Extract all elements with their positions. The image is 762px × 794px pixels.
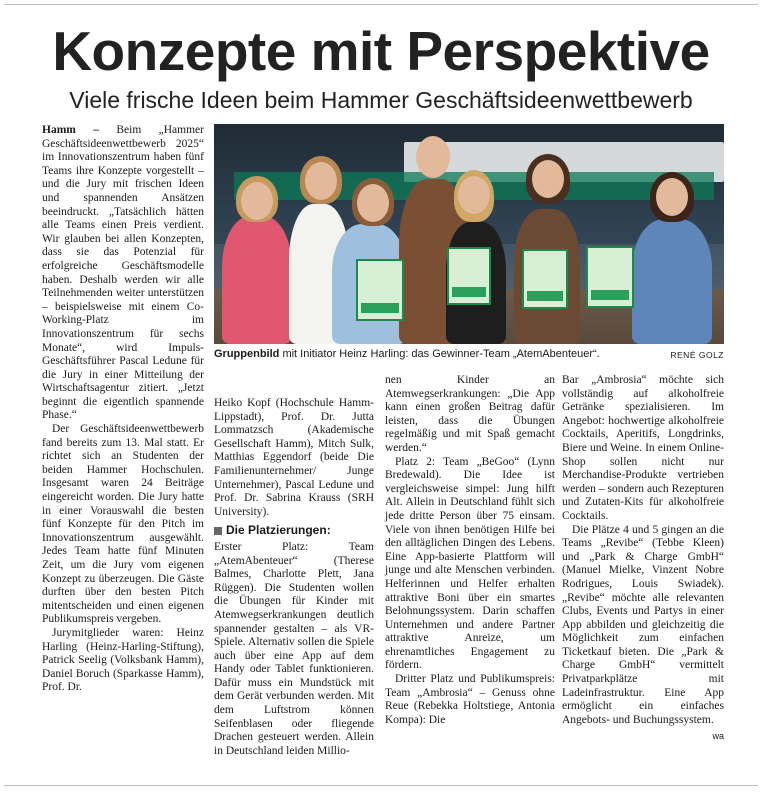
- person-head: [357, 184, 389, 222]
- person-head: [416, 136, 450, 178]
- paragraph: Jurymitglieder waren: Heinz Harling (Heinz-Harling-Stiftung), Patrick Seelig (Volksbank Hamm), Daniel Boruch (Sparkasse Hamm), Prof. Dr.: [42, 626, 204, 694]
- paragraph: Heiko Kopf (Hochschule Hamm-Lippstadt), Prof. Dr. Jutta Lommatzsch (Akademische Gesellschaft Hamm), Mitch Sulk, Matthias Eggendorf (beide Die Familienunternehmer/ Junge Unternehmer), Pascal Ledune und Prof. Dr. Sabrina Krauss (SRH University).: [214, 397, 374, 518]
- paragraph: Die Plätze 4 und 5 gingen an die Teams „Revibe“ (Tebbe Kleen) und „Park & Charge GmbH“ (Manuel Mielke, Vinzent Nobre Rodrigues, Louis Swiadek). „Revibe“ möchte alle relevanten Clubs, Events und Partys in einer App abbilden und gleichzeitig die Möglichkeit zum einfachen Ticketkauf bieten. Die „Park & Charge GmbH“ vermittelt Privatparkplätze mit Ladeinfrastruktur. Eine App ermöglicht ein einfaches Angebots- und Buchungssystem. wa: [562, 524, 724, 728]
- caption-lead: Gruppenbild: [214, 348, 280, 360]
- certificate: [586, 246, 634, 308]
- certificate: [447, 247, 491, 305]
- paragraph: Erster Platz: Team „AtemAbenteuer“ (Therese Balmes, Charlotte Plett, Jana Rüggen). Die Studenten wollen die Übungen für Kinder mit Atemwegserkrankungen deutlich spannender gestalten – als VR-Spiele. Alternativ sollen die Spiele auch über eine App auf dem Handy oder Tablet funktionieren. Dafür muss ein Mundstück mit dem Gerät verbunden werden. Mit dem Luftstrom können Seifenblasen oder fliegende Drachen gesteuert werden. Allein in Deutschland leiden Millio-: [214, 540, 374, 757]
- author-signature: wa: [712, 731, 724, 742]
- paragraph: nen Kinder an Atemwegserkrankungen: „Die App kann einen großen Beitrag dafür leisten, dass die Übungen regelmäßig und mit Spaß gemacht werden.“: [385, 374, 555, 454]
- person-head: [656, 178, 688, 216]
- dateline: Hamm –: [42, 124, 99, 136]
- article-column-3: [385, 374, 555, 727]
- person-head: [241, 182, 273, 220]
- paragraph: Platz 2: Team „BeGoo“ (Lynn Bredewald). Die Idee ist vergleichsweise simpel: Jung hilft Alt. Allein in Deutschland fühlt sich jede dritte Person über 75 einsam. Viele von ihnen benötigen Hilfe bei den alltäglichen Dingen des Lebens. Eine App-basierte Plattform will junge und alte Menschen verbinden. Helferinnen und Helfer erhalten attraktive Boni über ein smartes Belohnungssystem. Darin schaffen Unternehmen und andere Partner attraktive Anreize, um ehrenamtliches Engagement zu fördern.: [385, 455, 555, 672]
- subheadline: Viele frische Ideen beim Hammer Geschäftsideenwettbewerb: [69, 87, 693, 113]
- person-head: [458, 176, 490, 214]
- photo-caption: [214, 347, 724, 361]
- certificate: [522, 249, 568, 309]
- paragraph: Dritter Platz und Publikumspreis: Team „Ambrosia“ – Genuss ohne Reue (Rebekka Holtstiege, Antonia Kompa): Die: [385, 673, 555, 726]
- square-bullet-icon: [214, 527, 222, 535]
- section-heading: Die Platzierungen:: [214, 524, 374, 538]
- paragraph: Der Geschäftsideenwettbewerb fand bereits zum 13. Mal statt. Er richtet sich an Studenten der beiden Hammer Hochschulen. Insgesamt waren 24 Beiträge eingereicht worden. Die Jury hatte in einer Vorauswahl die besten fünf Konzepte für den Pitch im Innovationszentrum ausgewählt. Jedes Team hatte fünf Minuten Zeit, um die Jury vom eigenen Konzept zu überzeugen. Die Gäste durften über den besten Pitch mitentscheiden und einen eigenen Publikumspreis vergeben.: [42, 423, 204, 626]
- caption-text: mit Initiator Heinz Harling: das Gewinner-Team „AtemAbenteuer“.: [279, 348, 600, 360]
- person-head: [305, 162, 337, 200]
- paragraph: Bar „Ambrosia“ möchte sich vollständig auf alkoholfreie Getränke spezialisieren. Im Angebot: hochwertige alkoholfreie Cocktails, Aperitifs, Longdrinks, Biere und Weine. In einem Online-Shop sollen nicht nur Merchandise-Produkte vertrieben werden – sondern auch Rezepturen und Zutaten-Kits für alkoholfreie Cocktails.: [562, 374, 724, 522]
- person: [632, 219, 712, 344]
- photo-credit: RENÉ GOLZ: [670, 350, 724, 360]
- lead-paragraph: Hamm – Beim „Hammer Geschäftsideenwettbewerb 2025“ im Innovationszentrum haben fünf Teams ihre Konzepte vorgestellt – und die Jury mit frischen Ideen und spannenden Ansätzen beeindruckt. „Tatsächlich hätten alle Teams einen Preis verdient. Wir glauben bei allen Konzepten, dass sie das Potenzial für erfolgreiche Geschäftsmodelle haben. Deshalb werden wir alle Teilnehmenden weiter unterstützen – beispielsweise mit einem Co-Working-Platz im Innovationszentrum für sechs Monate“, wird Impuls-Geschäftsführer Pascal Ledune für die Jury in einer Mitteilung der Wirtschaftsagentur zitiert. „Jetzt beginnt die eigentlich spannende Phase.“: [42, 124, 204, 422]
- certificate: [356, 259, 404, 321]
- headline: Konzepte mit Perspektive: [52, 20, 710, 82]
- bottom-rule: [4, 785, 758, 786]
- group-photo: [214, 124, 724, 344]
- top-rule: [4, 4, 758, 5]
- article-column-4: [562, 374, 724, 744]
- article-column-1: [42, 124, 204, 695]
- person-head: [532, 160, 564, 198]
- person: [222, 216, 292, 344]
- article-column-2: [214, 397, 374, 758]
